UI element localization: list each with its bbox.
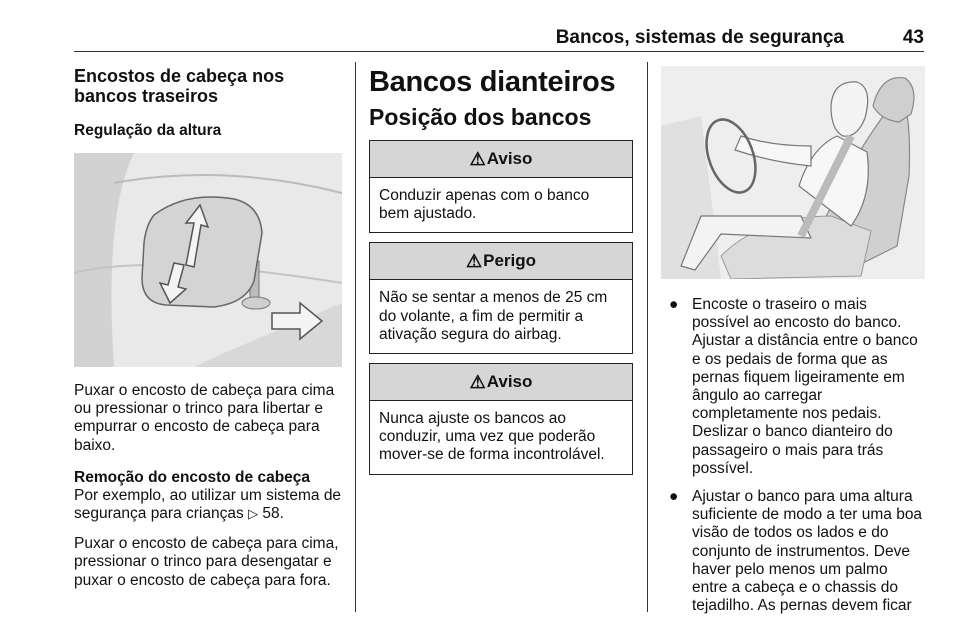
warning-box-2-header: [370, 364, 632, 401]
headrest-illustration: [74, 153, 342, 367]
warning-triangle-icon: ⚠: [469, 371, 486, 392]
warning-triangle-icon: ⚠: [469, 148, 486, 169]
page-reference-icon: ▷: [248, 507, 259, 523]
page-number: 43: [902, 27, 924, 48]
header-rule: [74, 51, 924, 52]
list-item: [661, 296, 925, 478]
bullet-icon: ●: [669, 488, 679, 506]
warning-label: Aviso: [486, 149, 533, 168]
driver-seat-drawing: [661, 66, 925, 279]
danger-box: [369, 242, 633, 354]
section-title: Bancos dianteiros: [369, 66, 616, 98]
danger-label: Perigo: [483, 251, 537, 271]
paragraph-removal: Puxar o encosto de cabeça para cima, pressionar o trinco para desengatar e puxar o encosto de cabeça para fora.: [74, 535, 339, 589]
list-item: [661, 488, 925, 615]
list-item-text: Encoste o traseiro o mais possível ao encosto do banco. Ajustar a distância entre o banco e os pedais de forma que as pernas fiquem ligeiramente em ângulo ao carregar completamente nos pedais. Deslizar o banco dianteiro do passageiro o mais para trás possível.: [692, 296, 918, 477]
warning-text-2: Nunca ajuste os bancos ao conduzir, uma vez que poderão mover-se de forma incontrolável.: [379, 410, 605, 464]
middle-column: [369, 66, 633, 475]
header-title: Bancos, sistemas de segurança: [555, 27, 844, 48]
danger-box-header: [370, 243, 632, 280]
warning-box-2: [369, 363, 633, 475]
list-item-text: Ajustar o banco para uma altura suficiente de modo a ter uma boa visão de todos os lados e do conjunto de instrumentos. Deve haver pelo menos um palmo entre a cabeça e o chassis do tejadilho. As pernas devem ficar: [692, 488, 923, 615]
warning-label-2: Aviso: [486, 372, 533, 392]
instruction-list: [661, 296, 925, 615]
warning-triangle-icon: ⚠: [465, 250, 483, 271]
paragraph-adjust: Puxar o encosto de cabeça para cima ou pressionar o trinco para libertar e empurrar o encosto de cabeça para baixo.: [74, 382, 335, 454]
bullet-icon: ●: [669, 296, 679, 313]
column-divider-2: [647, 62, 648, 612]
left-column: [74, 66, 342, 590]
paragraph-example-text: Por exemplo, ao utilizar um sistema de segurança para crianças: [74, 486, 342, 523]
warning-box: [369, 140, 633, 233]
danger-text: Não se sentar a menos de 25 cm do volante, a fim de permitir a ativação segura do airbag.: [379, 289, 608, 343]
column-divider-1: [355, 62, 356, 612]
subheading-removal: Remoção do encosto de cabeça: [74, 468, 311, 486]
section-heading: Encostos de cabeça nos bancos traseiros: [74, 66, 285, 106]
paragraph-example: [74, 487, 342, 524]
page-header: [74, 27, 924, 49]
seat-position-illustration: [661, 66, 925, 279]
right-column: [661, 66, 925, 615]
warning-text: Conduzir apenas com o banco bem ajustado.: [379, 187, 590, 223]
subheading-height: Regulação da altura: [74, 122, 222, 139]
headrest-drawing: [74, 153, 342, 367]
section-subtitle: Posição dos bancos: [369, 104, 592, 130]
warning-box-header: [370, 141, 632, 178]
page-reference[interactable]: 58.: [262, 505, 284, 523]
